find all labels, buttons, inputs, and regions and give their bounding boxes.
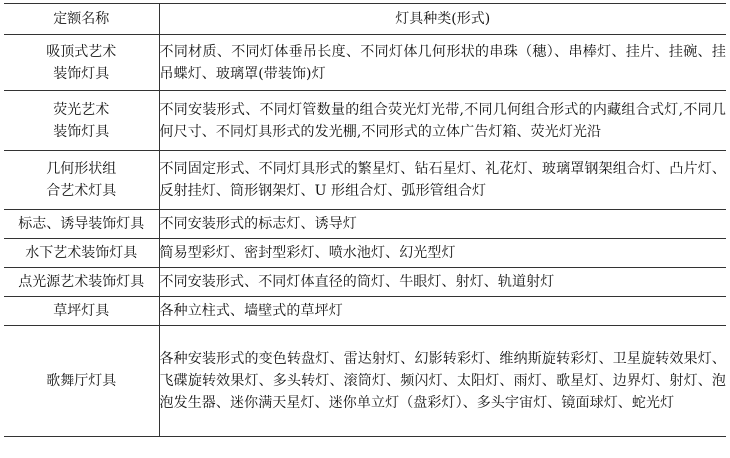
lamp-type-table — [4, 3, 726, 437]
lamp-types-cell: 各种安装形式的变色转盘灯、雷达射灯、幻影转彩灯、维纳斯旋转彩灯、卫星旋转效果灯、飞碟旋转效果灯、多头转灯、滚筒灯、频闪灯、太阳灯、雨灯、歌星灯、边界灯、射灯、泡泡发生器、迷你满天星灯、迷你单立灯（盘彩灯）、多头宇宙灯、镜面球灯、蛇光灯 — [159, 326, 726, 437]
table-row — [4, 151, 726, 210]
quota-name-line: 水下艺术装饰灯具 — [25, 245, 138, 261]
quota-name-line: 标志、诱导装饰灯具 — [18, 216, 145, 232]
lamp-types-cell: 不同安装形式、不同灯管数量的组合荧光灯光带,不同几何组合形式的内藏组合式灯,不同几何尺寸、不同灯具形式的发光棚,不同形式的立体广告灯箱、荧光灯光沿 — [159, 91, 726, 151]
quota-name-line: 歌舞厅灯具 — [46, 373, 117, 389]
lamp-types-cell: 各种立柱式、墙壁式的草坪灯 — [159, 297, 726, 326]
header-lamp-types: 灯具种类(形式) — [159, 4, 726, 35]
header-quota-name: 定额名称 — [4, 4, 159, 35]
quota-name-cell — [4, 239, 159, 268]
quota-name-cell — [4, 210, 159, 239]
quota-name-cell — [4, 326, 159, 437]
quota-name-cell — [4, 268, 159, 297]
lamp-types-cell: 不同安装形式的标志灯、诱导灯 — [159, 210, 726, 239]
quota-name-line: 几何形状组 — [46, 161, 117, 177]
table-header-row — [4, 4, 726, 35]
quota-name-line: 合艺术灯具 — [46, 183, 117, 199]
quota-name-cell — [4, 35, 159, 91]
quota-name-line: 荧光艺术 — [53, 101, 110, 118]
lamp-types-cell: 不同固定形式、不同灯具形式的繁星灯、钻石星灯、礼花灯、玻璃罩钢架组合灯、凸片灯、反射挂灯、筒形钢架灯、U 形组合灯、弧形管组合灯 — [159, 151, 726, 210]
quota-name-line: 装饰灯具 — [53, 65, 110, 82]
table-row — [4, 210, 726, 239]
table-row — [4, 35, 726, 91]
quota-name-cell — [4, 151, 159, 210]
quota-name-line: 草坪灯具 — [53, 303, 110, 319]
quota-name-cell — [4, 91, 159, 151]
quota-name-line: 点光源艺术装饰灯具 — [18, 274, 145, 290]
lamp-types-cell: 简易型彩灯、密封型彩灯、喷水池灯、幻光型灯 — [159, 239, 726, 268]
quota-name-line: 吸顶式艺术 — [46, 43, 117, 60]
table-row — [4, 239, 726, 268]
quota-name-line: 装饰灯具 — [53, 123, 110, 140]
quota-name-cell — [4, 297, 159, 326]
document-page — [4, 3, 726, 437]
lamp-types-cell: 不同安装形式、不同灯体直径的筒灯、牛眼灯、射灯、轨道射灯 — [159, 268, 726, 297]
table-row — [4, 297, 726, 326]
table-row — [4, 91, 726, 151]
lamp-types-cell: 不同材质、不同灯体垂吊长度、不同灯体几何形状的串珠（穗）、串棒灯、挂片、挂碗、挂吊蝶灯、玻璃罩(带装饰)灯 — [159, 35, 726, 91]
table-row — [4, 268, 726, 297]
table-row — [4, 326, 726, 437]
